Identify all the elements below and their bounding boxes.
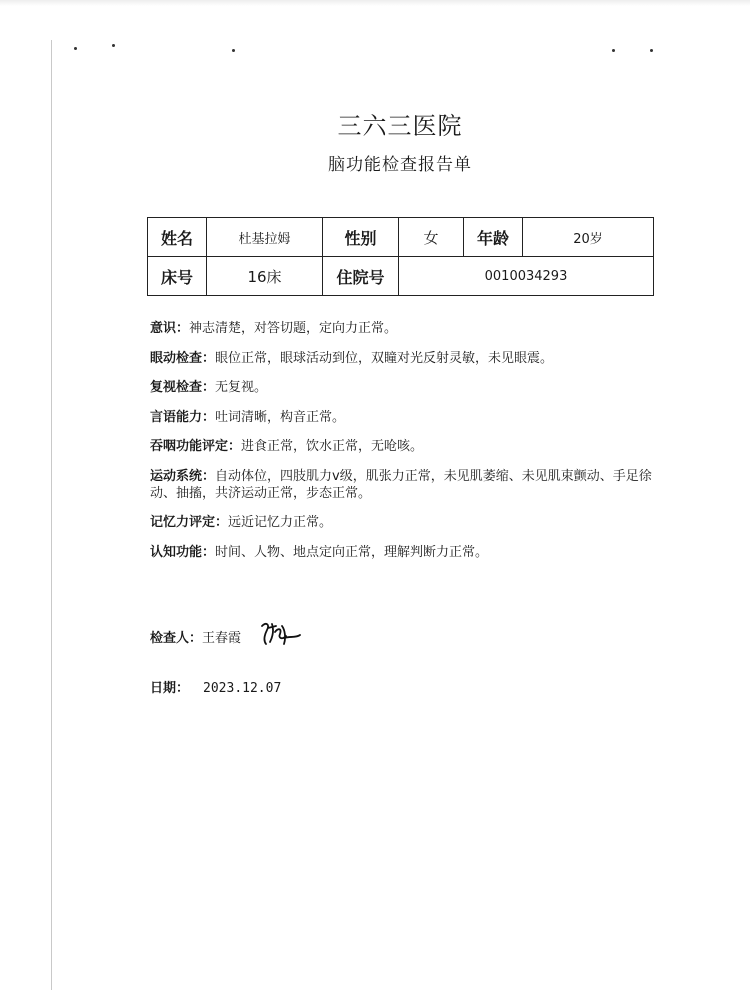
examiner-line: [150, 627, 241, 646]
findings-section: [150, 320, 670, 573]
scan-speck: [232, 49, 235, 52]
scan-speck: [612, 49, 615, 52]
finding-motor: [150, 468, 670, 502]
scan-speck: [112, 44, 115, 47]
name-value: 杜基拉姆: [207, 218, 323, 257]
date-label: 日期：: [150, 681, 190, 696]
handwritten-signature: [258, 618, 302, 648]
bed-value: 16床: [207, 257, 323, 296]
finding-label: 认知功能：: [150, 544, 216, 560]
finding-diplopia: [150, 379, 670, 396]
report-title: 脑功能检查报告单: [328, 155, 472, 175]
finding-text: 时间、人物、地点定向正常，理解判断力正常。: [215, 544, 489, 560]
finding-memory: [150, 514, 670, 531]
finding-speech: [150, 409, 670, 426]
page-left-edge: [51, 40, 52, 990]
finding-text: 吐词清晰，构音正常。: [215, 409, 346, 425]
patient-info-table: [147, 217, 654, 296]
admission-value: 0010034293: [399, 257, 654, 296]
table-row: [148, 218, 654, 257]
name-label: 姓名: [148, 218, 207, 257]
finding-text: 进食正常，饮水正常，无呛咳。: [241, 439, 424, 454]
age-value: 20岁: [523, 218, 654, 257]
bed-label: 床号: [148, 257, 207, 296]
finding-eye-movement: [150, 350, 670, 367]
scan-speck: [74, 47, 77, 50]
finding-label: 记忆力评定：: [150, 515, 229, 530]
finding-text: 神志清楚，对答切题，定向力正常。: [189, 321, 398, 336]
age-label: 年龄: [464, 218, 523, 257]
finding-text: 眼位正常，眼球活动到位，双瞳对光反射灵敏，未见眼震。: [215, 350, 554, 366]
finding-cognition: [150, 544, 670, 561]
gender-label: 性别: [323, 218, 399, 257]
finding-text: 无复视。: [215, 380, 268, 395]
date-line: [150, 677, 281, 696]
finding-swallowing: [150, 438, 670, 455]
finding-label: 复视检查：: [150, 380, 216, 395]
finding-text: 远近记忆力正常。: [228, 515, 333, 530]
gender-value: 女: [399, 218, 464, 257]
date-value: 2023.12.07: [203, 681, 282, 696]
finding-label: 吞咽功能评定：: [150, 439, 242, 454]
finding-label: 眼动检查：: [150, 350, 216, 366]
finding-label: 意识：: [150, 321, 190, 336]
examiner-label: 检查人：: [150, 631, 203, 646]
page-top-shadow: [0, 0, 750, 6]
table-row: [148, 257, 654, 296]
finding-consciousness: [150, 320, 670, 337]
hospital-name: 三六三医院: [337, 112, 463, 140]
admission-label: 住院号: [323, 257, 399, 296]
finding-text: 自动体位，四肢肌力v级，肌张力正常，未见肌萎缩、未见肌束颤动、手足徐动、抽搐，共济运动正常，步态正常。: [150, 468, 652, 501]
finding-label: 运动系统：: [150, 468, 216, 484]
finding-label: 言语能力：: [150, 409, 216, 425]
examiner-name: 王春霞: [202, 631, 242, 646]
scan-speck: [650, 49, 653, 52]
